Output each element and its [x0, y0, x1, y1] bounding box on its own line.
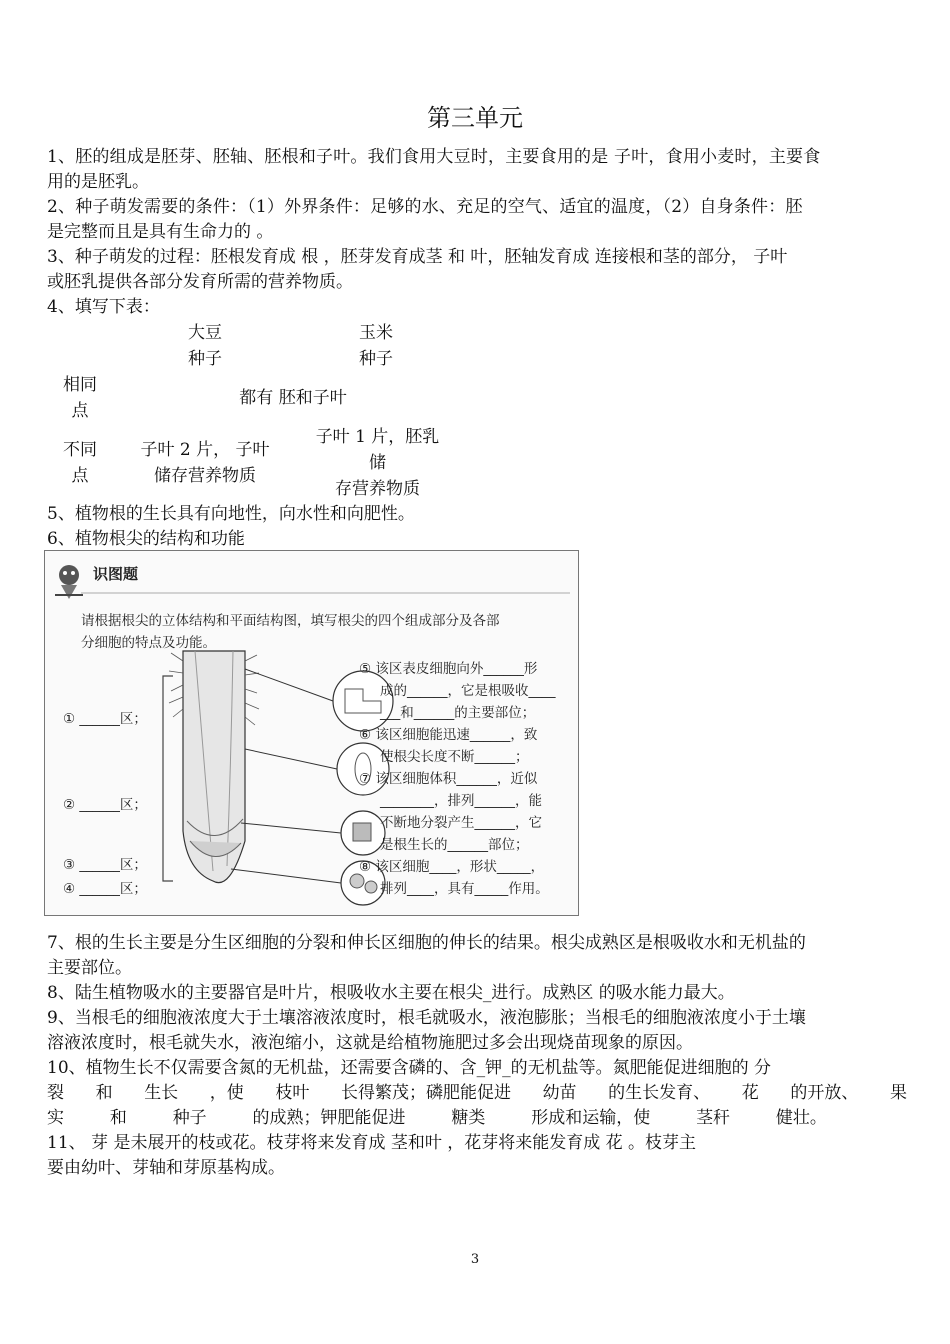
desc-line-1: ⑤ 该区表皮细胞向外______形 — [359, 661, 538, 677]
q10-word: 花 — [741, 1083, 759, 1103]
q10-word: 果 — [889, 1083, 907, 1103]
figure-instruction-line2: 分细胞的特点及功能。 — [81, 635, 216, 651]
q10-word: 的成熟；钾肥能促进 — [252, 1108, 406, 1128]
mascot-icon — [55, 565, 83, 599]
q10-word: 和 — [109, 1108, 127, 1128]
q4-line: 4、填写下表： — [47, 297, 160, 317]
row-same-label-line1: 相同 — [63, 375, 97, 395]
q3-line2: 或胚乳提供各部分发育所需的营养物质。 — [47, 272, 353, 292]
col-corn-line1: 玉米 — [359, 323, 393, 343]
q10-word: 糖类 — [451, 1108, 486, 1128]
desc-line-4: ⑥ 该区细胞能迅速______，致 — [359, 727, 538, 743]
q10-word: 幼苗 — [542, 1083, 577, 1103]
q2-line2: 是完整而且是具有生命力的 。 — [47, 222, 274, 242]
q5: 5、植物根的生长具有向地性，向水性和向肥性。 — [47, 504, 415, 524]
q1-line1: 1、胚的组成是胚芽、胚轴、胚根和子叶。我们食用大豆时，主要食用的是 子叶，食用小麦时，主要食 — [47, 147, 821, 167]
row-diff-corn-line1: 子叶 1 片，胚乳 — [315, 427, 440, 447]
desc-line-5: 使根尖长度不断______； — [380, 749, 529, 765]
desc-line-11: 排列____，具有_____作用。 — [380, 881, 549, 897]
zone-label-3: ③ ______区； — [63, 857, 147, 873]
row-diff-soy-line2: 储存营养物质 — [154, 466, 256, 486]
row-diff-corn-line2: 储 — [369, 453, 386, 473]
desc-line-9: 是根生长的______部位； — [380, 837, 529, 853]
desc-line-3: ___和______的主要部位； — [380, 705, 536, 721]
row-diff-label-line2: 点 — [71, 466, 89, 486]
page-title: 第三单元 — [427, 104, 523, 132]
col-soy-line1: 大豆 — [188, 323, 222, 343]
q10-word: 形成和运输，使 — [531, 1108, 651, 1128]
q10-word: 生长 — [144, 1083, 179, 1103]
q10-line2 — [47, 1081, 907, 1106]
zone-label-1: ① ______区； — [63, 711, 147, 727]
figure-heading: 识图题 — [93, 565, 139, 583]
q10-word: 裂 — [47, 1083, 64, 1103]
q10-word: 的开放、 — [790, 1083, 859, 1103]
q10-word: ，使 — [209, 1083, 244, 1103]
zone-label-2: ② ______区； — [63, 797, 147, 813]
q9-line1: 9、当根毛的细胞液浓度大于土壤溶液浓度时，根毛就吸水，液泡膨胀；当根毛的细胞液浓度小于土壤 — [47, 1008, 806, 1028]
desc-line-10: ⑧ 该区细胞____，形状_____， — [359, 859, 545, 875]
q1-line2: 用的是胚乳。 — [47, 172, 149, 192]
q7-line1: 7、根的生长主要是分生区细胞的分裂和伸长区细胞的伸长的结果。根尖成熟区是根吸收水和无机盐的 — [47, 933, 806, 953]
col-corn-line2: 种子 — [359, 349, 393, 369]
q6: 6、植物根尖的结构和功能 — [47, 529, 245, 549]
q10-word: 和 — [95, 1083, 113, 1103]
row-diff-label-line1: 不同 — [63, 440, 97, 460]
row-diff-soy-line1: 子叶 2 片， 子叶 — [140, 440, 270, 460]
row-diff-corn-line3: 存营养物质 — [335, 479, 420, 499]
q10-line1: 10、植物生长不仅需要含氮的无机盐，还需要含磷的、含_钾_的无机盐等。氮肥能促进细胞的 分 — [47, 1058, 772, 1078]
root-tip-figure — [44, 550, 579, 916]
q10-line3 — [47, 1106, 827, 1131]
q3-line1: 3、种子萌发的过程：胚根发育成 根 ，胚芽发育成茎 和 叶，胚轴发育成 连接根和茎的部分， 子叶 — [47, 247, 788, 267]
row-same-label-line2: 点 — [71, 401, 89, 421]
col-soy-line2: 种子 — [188, 349, 222, 369]
desc-line-8: 不断地分裂产生______，它 — [380, 815, 542, 831]
page-number: 3 — [470, 1252, 480, 1267]
row-same-value: 都有 胚和子叶 — [239, 388, 347, 408]
desc-line-7: ________，排列______，能 — [380, 793, 542, 809]
q10-word: 茎秆 — [696, 1108, 731, 1128]
q10-word: 种子 — [172, 1108, 207, 1128]
q10-word: 的生长发育、 — [608, 1083, 711, 1103]
q10-word: 健壮。 — [775, 1108, 827, 1128]
q10-word: 长得繁茂；磷肥能促进 — [340, 1083, 511, 1103]
q10-word: 枝叶 — [275, 1083, 310, 1103]
figure-instruction-line1: 请根据根尖的立体结构和平面结构图，填写根尖的四个组成部分及各部 — [81, 613, 500, 629]
zone-label-4: ④ ______区； — [63, 881, 147, 897]
q2-line1: 2、种子萌发需要的条件：（1）外界条件：足够的水、充足的空气、适宜的温度，（2）自身条件：胚 — [47, 197, 803, 217]
q11-line1: 11、 芽 是未展开的枝或花。枝芽将来发育成 茎和叶 ，花芽将来能发育成 花 。枝芽主 — [47, 1133, 697, 1153]
q8: 8、陆生植物吸水的主要器官是叶片，根吸收水主要在根尖_进行。成熟区 的吸水能力最大。 — [47, 983, 735, 1003]
q9-line2: 溶液浓度时，根毛就失水，液泡缩小，这就是给植物施肥过多会出现烧苗现象的原因。 — [47, 1033, 693, 1053]
desc-line-6: ⑦ 该区细胞体积______，近似 — [359, 771, 538, 787]
q10-word: 实 — [47, 1108, 64, 1128]
desc-line-2: 成的______，它是根吸收____ — [380, 683, 556, 699]
q11-line2: 要由幼叶、芽轴和芽原基构成。 — [47, 1158, 285, 1178]
q7-line2: 主要部位。 — [47, 958, 132, 978]
